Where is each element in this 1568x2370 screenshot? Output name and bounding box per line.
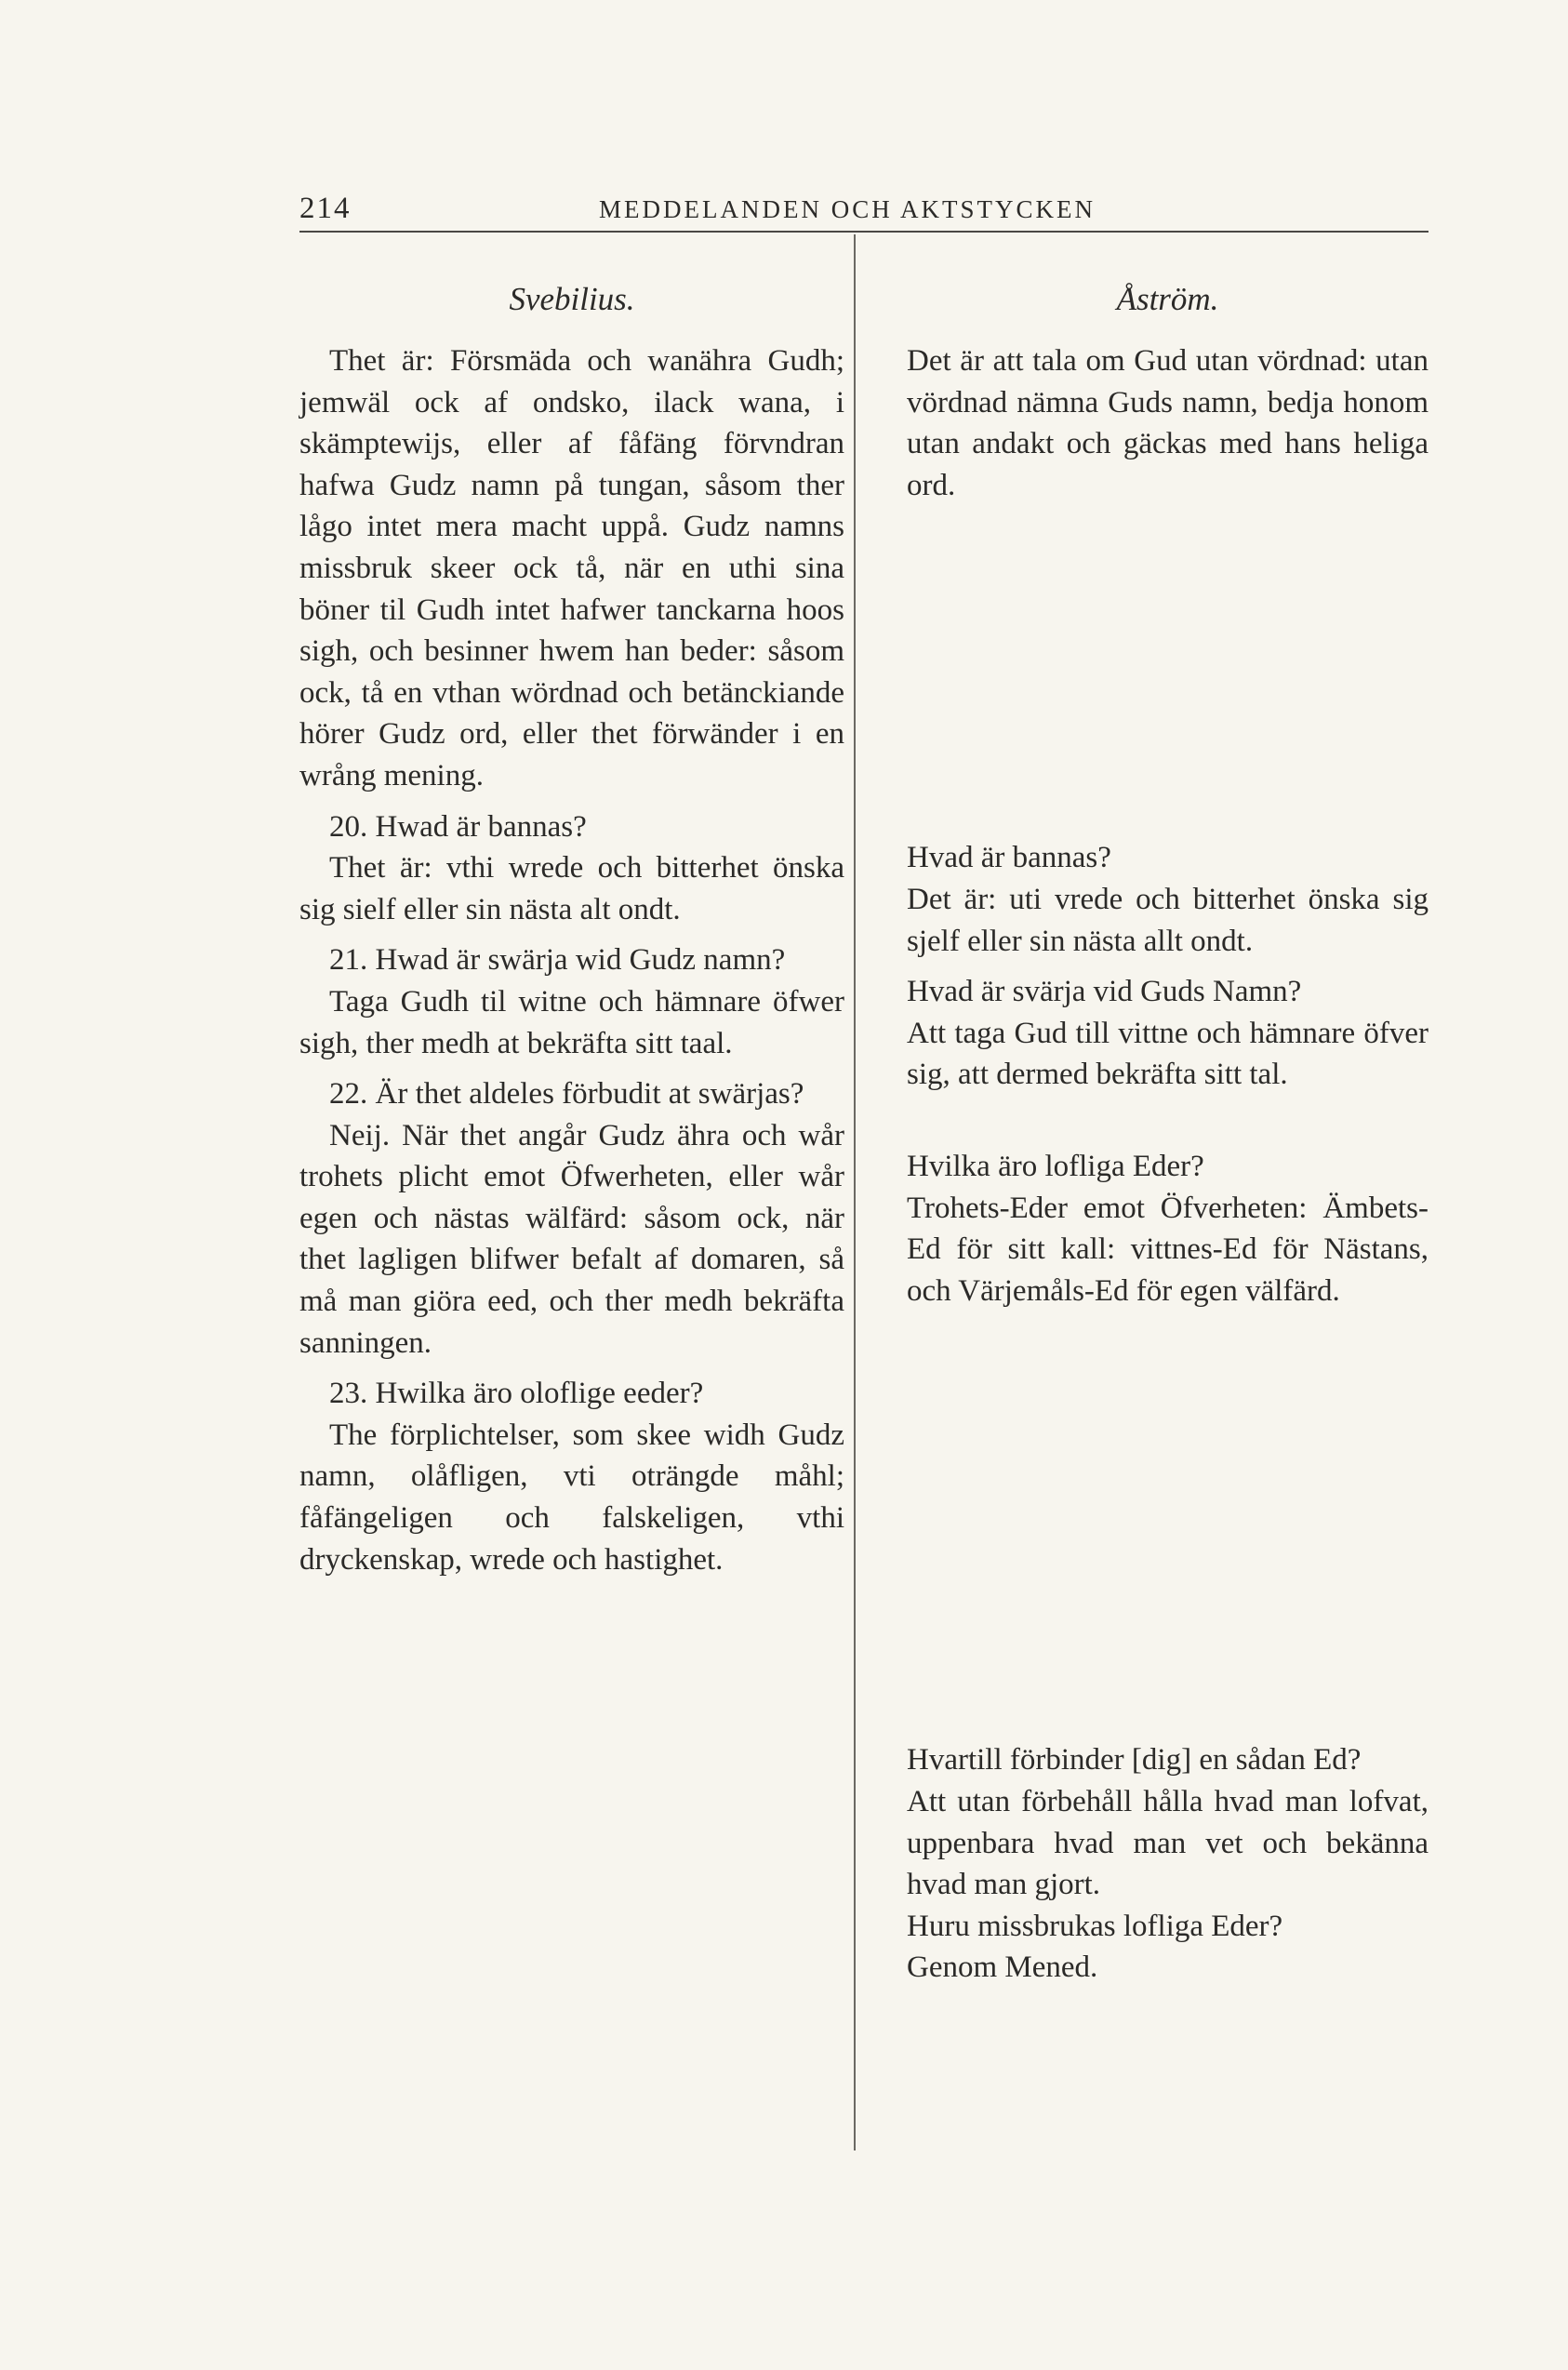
right-answer: Genom Mened. bbox=[907, 1951, 1098, 1985]
right-question: Hvilka äro lofliga Eder? bbox=[907, 1149, 1204, 1183]
right-answer: Det är: uti vrede och bitterhet önska sig sjelf eller sin nästa allt ondt. bbox=[907, 882, 1428, 958]
left-question: 22. Är thet aldeles förbudit at swärjas? bbox=[329, 1077, 804, 1112]
right-column bbox=[907, 279, 1428, 1989]
right-answer: Att taga Gud till vittne och hämnare öfver sig, att dermed bekräfta sitt tal. bbox=[907, 1016, 1428, 1092]
right-answer: Trohets-Eder emot Öfverheten: Ämbets-Ed för sitt kall: vittnes-Ed för Nästans, och Värjemåls-Ed för egen välfärd. bbox=[907, 1191, 1428, 1308]
page-header bbox=[299, 182, 1428, 233]
right-paragraph: Det är att tala om Gud utan vördnad: utan vördnad nämna Guds namn, bedja honom utan andakt och gäckas med hans heliga ord. bbox=[907, 344, 1428, 502]
right-column-title: Åström. bbox=[1116, 281, 1219, 317]
left-question: 20. Hwad är bannas? bbox=[329, 809, 587, 844]
spacer bbox=[907, 506, 1428, 837]
left-answer: The förplichtelser, som skee widh Gudz namn, olåfligen, vti oträngde måhl; fåfängeligen och falskeligen, vthi dryckenskap, wrede och hastighet. bbox=[299, 1418, 844, 1577]
left-column bbox=[299, 279, 844, 1580]
left-answer: Taga Gudh til witne och hämnare öfwer sigh, ther medh at bekräfta sitt taal. bbox=[299, 984, 844, 1060]
left-question: 21. Hwad är swärja wid Gudz namn? bbox=[329, 943, 786, 978]
right-answer: Att utan förbehåll hålla hvad man lofvat, uppenbara hvad man vet och bekänna hvad man gjort. bbox=[907, 1784, 1428, 1902]
left-answer: Neij. När thet angår Gudz ähra och wår trohets plicht emot Öfwerheten, eller wår egen och nästas wälfärd: såsom ock, när thet lagligen blifwer befalt af domaren, så må man giöra eed, och ther medh bekräfta sanningen. bbox=[299, 1118, 844, 1360]
left-answer: Thet är: vthi wrede och bitterhet önska sig sielf eller sin nästa alt ondt. bbox=[299, 851, 844, 926]
right-question: Huru missbrukas lofliga Eder? bbox=[907, 1909, 1283, 1943]
page-number: 214 bbox=[299, 192, 352, 225]
right-question: Hvad är bannas? bbox=[907, 841, 1111, 875]
running-head: MEDDELANDEN OCH AKTSTYCKEN bbox=[599, 195, 1096, 223]
left-column-title: Svebilius. bbox=[509, 281, 635, 317]
right-question: Hvartill förbinder [dig] en sådan Ed? bbox=[907, 1743, 1362, 1778]
left-question: 23. Hwilka äro oloflige eeder? bbox=[329, 1377, 704, 1411]
right-question: Hvad är svärja vid Guds Namn? bbox=[907, 975, 1302, 1009]
spacer bbox=[907, 1311, 1428, 1739]
column-divider bbox=[854, 234, 856, 2150]
left-paragraph: Thet är: Försmäda och wanähra Gudh; jemwäl ock af ondsko, ilack wana, i skämptewijs, eller af fåfäng förvndran hafwa Gudz namn på tungan, såsom ther lågo intet mera macht uppå. Gudz namns missbruk skeer ock tå, när en uthi sina böner til Gudh intet hafwer tanckarna hoos sigh, och besinner hwem han beder: såsom ock, tå en vthan wördnad och betänckiande hörer Gudz ord, eller thet förwänder i en wrång mening. bbox=[299, 344, 844, 792]
